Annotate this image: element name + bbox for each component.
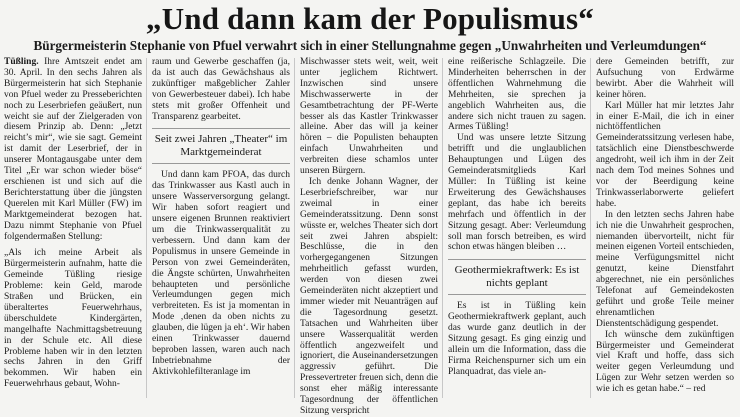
body-paragraph: Es ist in Tüßling kein Geothermiekraftwerk geplant, auch das wurde ganz deutlich in der Sitzung gesagt. Es ging einzig und allein um die Information, dass die Firma Reichenspurner sich um ein Planquadrat, das viele an- (448, 301, 586, 377)
article-headline: „Und dann kam der Populismus“ (146, 1, 594, 36)
article-column-5 (596, 57, 734, 402)
body-paragraph: eine reißerische Schlagzeile. Die Minderheiten beherrschen in der öffentlichen Wahrnehmung die Mehrheiten, sie sprechen ja angeblich Wahrheiten aus, die andere sich nicht trauen zu sagen. Armes Tüßling! (448, 57, 586, 133)
article-column-3 (300, 57, 438, 416)
column-divider (146, 58, 147, 398)
body-paragraph: Und dann kam PFOA, das durch das Trinkwasser aus Kastl auch in unsere Wasserversorgung gelangt. Wir haben sofort reagiert und unsere eigenen Brunnen reaktiviert um die Trinkwasserqualität zu verbessern. Und dann kam der Populismus in unsere Gemeinde in Person von zwei Gemeinderäten, die Ängste schürten, Unwahrheiten behaupteten und persönliche Verleumdungen gegen mich verbreiteten. Es ist ja momentan in Mode ‚denen da oben nichts zu glauben, die lügen ja eh‘. Wir haben einen Trinkwasser dauernd beproben lassen, waren auch nach Inbetriebnahme der Aktivkohlefilteranlage im (152, 170, 290, 377)
body-paragraph: Ich wünsche dem zukünftigen Bürgermeister und Gemeinderat viel Kraft und hoffe, dass sich weiter gegen Verleumdung und Lügen zur Wehr setzen werden so wie ich es getan habe.“ – red (596, 329, 734, 395)
dateline: Tüßling. (4, 57, 39, 67)
body-paragraph: raum und Gewerbe geschaffen (ja, da ist auch das Gewächshaus als zukünftiger maßgeblicher Zahler von Gewerbesteuer dabei). Ich habe stets mit großer Offenheit und Transparenz gearbeitet. (152, 57, 290, 122)
intertitle-box: Seit zwei Jahren „Theater“ im Marktgemeinderat (152, 128, 290, 164)
article-column-4 (448, 57, 586, 402)
column-divider (590, 58, 591, 398)
body-paragraph: „Als ich meine Arbeit als Bürgermeisterin aufnahm, hatte die Gemeinde Tüßling riesige Probleme: kein Geld, marode Straßen und Brücken, ein überaltertes Feuerwehrhaus, überschuldete Kindergärten, mangelhafte Nachmittagsbetreuung in der Schule etc. All diese Probleme haben wir in den letzten sechs Jahren in den Griff bekommen. Wir haben ein Feuerwehrhaus gebaut, Wohn- (4, 248, 142, 390)
body-paragraph: Ich denke Johann Wagner, der Leserbriefschreiber, war nur zweimal in einer Gemeinderatssitzung. Denn sonst wüsste er, welches Theater sich dort seit zwei Jahren abspielt: Beschlüsse, die in den vorhergegangenen Sitzungen mehrheitlich gefasst wurden, werden von diesen zwei Gemeinderäten nicht akzeptiert und immer wieder mit Neuanträgen auf die Tagesordnung gesetzt. Tatsachen und Wahrheiten über unsere Wasserqualität werden öffentlich angezweifelt und ignoriert, die Auseinandersetzungen aggressiv geführt. Die Pressevertreter freuen sich, denn die sonst eher mäßig interessante Tagesordnung der öffentlichen Sitzung verspricht (300, 176, 438, 416)
body-paragraph: dere Gemeinden betrifft, zur Aufsuchung von Erdwärme bewirbt. Aber die Wahrheit will keiner hören. (596, 57, 734, 100)
column-divider (442, 58, 443, 398)
body-paragraph: Mischwasser stets weit, weit, weit unter jeglichem Richtwert. Inzwischen sind unsere Mischwasserwerte in der Gesamtbetrachtung der PF-Werte besser als das Kastler Trinkwasser alleine. Aber das will ja keiner hören – die Populisten behaupten einfach Unwahrheiten und verbreiten diese schamlos unter unseren Bürgern. (300, 57, 438, 177)
column-divider (294, 58, 295, 398)
body-paragraph: In den letzten sechs Jahren habe ich nie die Unwahrheit gesprochen, niemanden übervorteilt, nicht für meinen eigenen Vorteil entschieden, meine Verfügungsmittel nicht genutzt, keine Dienstfahrt abgerechnet, nie ein persönliches Telefonat auf Gemeindekosten geführt und große Teile meiner ehrenamtlichen Dienstentschädigung gespendet. (596, 209, 734, 329)
intertitle-box: Geothermiekraftwerk: Es ist nichts geplant (448, 259, 586, 295)
article-column-1 (4, 57, 142, 402)
body-paragraph: Ihre Amtszeit endet am 30. April. In den sechs Jahren als Bürgermeisterin hat sich Stephanie von Pfuel weder zu Presseberichten noch zu Leserbriefen geäußert, nun weicht sie auf der Zielgeraden von diesem Prinzip ab. Denn: „Jetzt reicht’s mir“, wie sie sagt. Gemeint ist damit der Leserbrief, der in unserer Montagausgabe unter dem Titel „Er war schon wieder böse“ erschienen ist und sich auf die Berichterstattung über die jüngsten Querelen mit Karl Müller (FW) im Marktgemeinderat bezogen hat. Dazu nimmt Stephanie von Pfuel folgendermaßen Stellung: (4, 57, 142, 242)
article-subheadline: Bürgermeisterin Stephanie von Pfuel verwahrt sich in einer Stellungnahme gegen „Unwahrheiten und Verleumdungen“ (33, 38, 707, 53)
body-paragraph: Und was unsere letzte Sitzung betrifft und die unglaublichen Behauptungen und Lügen des Gemeinderatsmitglieds Karl Müller: In Tüßling ist keine Erweiterung des Gewächshauses geplant, das habe ich bereits mehrfach und öffentlich in der Sitzung gesagt. Aber: Verleumdung soll man forsch betreiben, es wird schon etwas hängen bleiben … (448, 133, 586, 253)
article-column-2 (152, 57, 290, 402)
body-paragraph: Karl Müller hat mir letztes Jahr in einer E-Mail, die ich in einer nichtöffentlichen Gemeinderatssitzung verlesen habe, tatsächlich eine Dienstbeschwerde angedroht, weil ich ihm in der Zeit nach dem Tod meines Sohnes und vor der Beerdigung keine Trinkwasserlaborwerte geliefert habe. (596, 100, 734, 209)
